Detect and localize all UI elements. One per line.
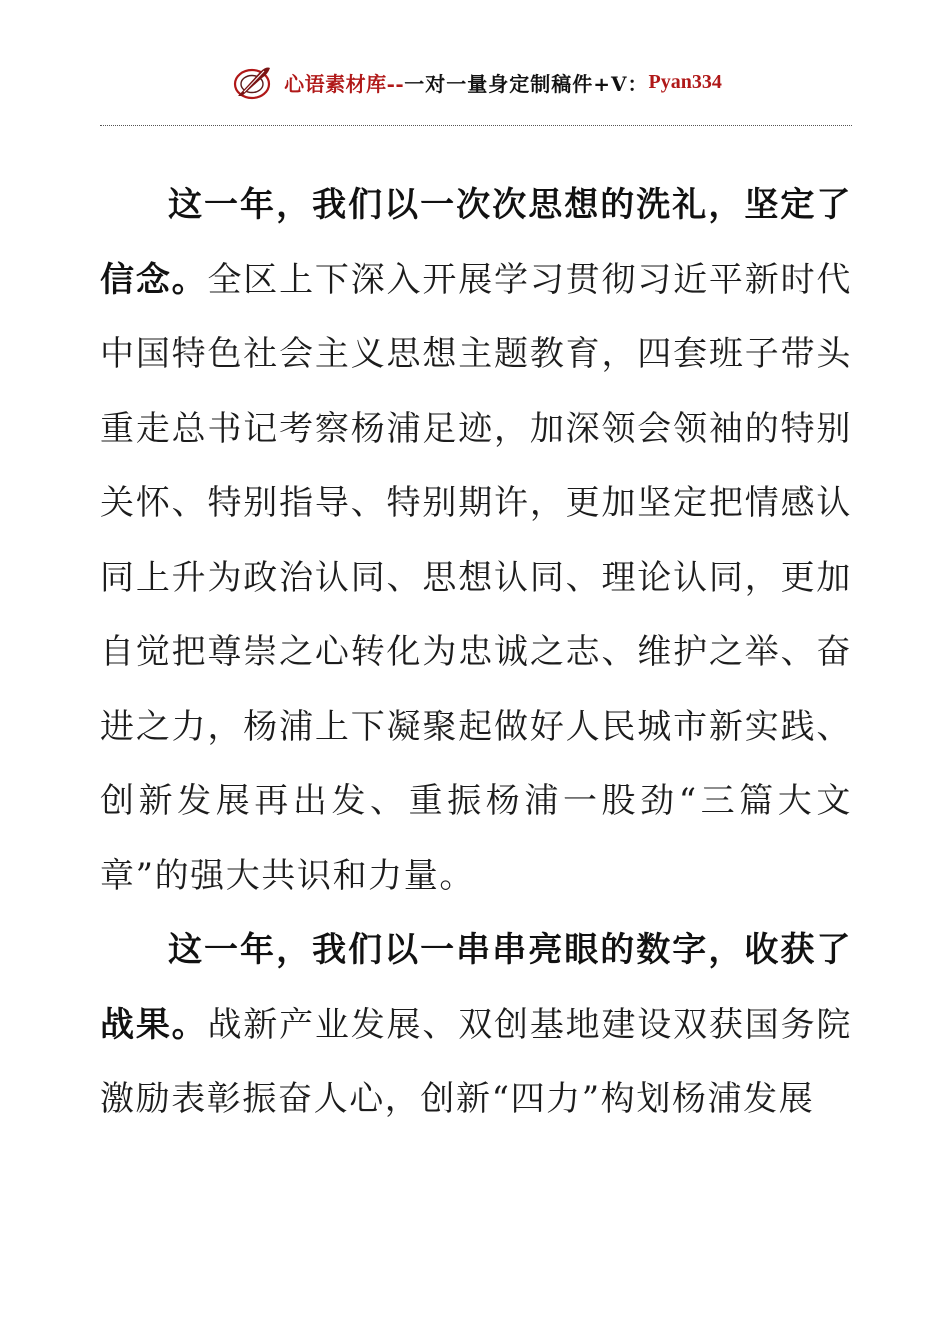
paragraph-body: 战新产业发展、双创基地建设双获国务院激励表彰振奋人心，创新“四力”构划杨浦发展 bbox=[100, 1004, 852, 1119]
page-header bbox=[100, 60, 852, 104]
paragraph-beliefs bbox=[100, 168, 852, 913]
brand-name: 心语素材库-- bbox=[284, 71, 405, 96]
header-divider bbox=[100, 125, 852, 126]
paragraph-body: 全区上下深入开展学习贯彻习近平新时代中国特色社会主义思想主题教育，四套班子带头重走总书记考察杨浦足迹，加深领会领袖的特别关怀、特别指导、特别期许，更加坚定把情感认同上升为政治认同、思想认同、理论认同，更加自觉把尊崇之心转化为忠诚之志、维护之举、奋进之力，杨浦上下凝聚起做好人民城市新实践、创新发展再出发、重振杨浦一股劲“三篇大文章”的强大共识和力量。 bbox=[100, 259, 852, 896]
document-body bbox=[100, 168, 852, 1137]
paragraph-achievements bbox=[100, 913, 852, 1137]
header-slogan: 一对一量身定制稿件+V： bbox=[404, 71, 649, 96]
wechat-id: Pyan334 bbox=[648, 70, 722, 93]
paragraph-lead: 这一年，我们以一次次思想的洗礼，坚定了信念。 bbox=[100, 185, 852, 300]
paragraph-lead: 这一年，我们以一串串亮眼的数字，收获了战果。 bbox=[100, 930, 852, 1045]
quill-pen-logo-icon bbox=[230, 62, 274, 102]
